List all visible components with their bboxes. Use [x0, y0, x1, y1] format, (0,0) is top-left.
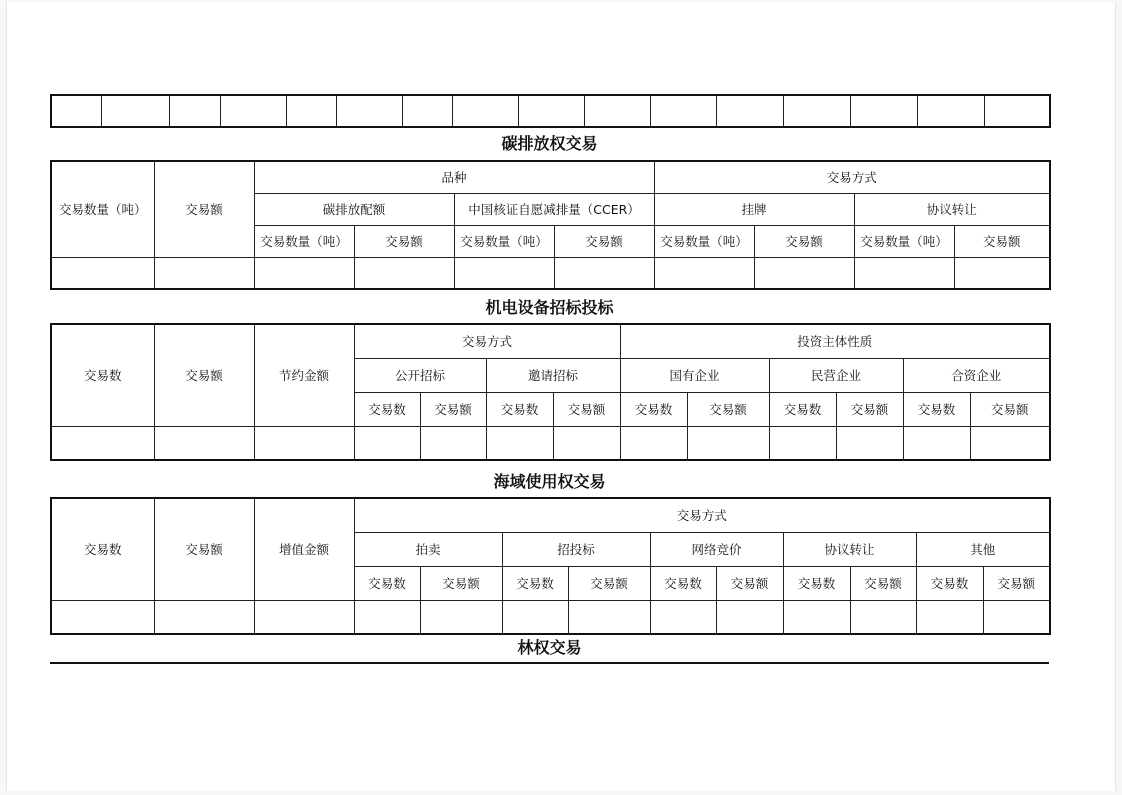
header-sub-amount: 交易额	[420, 566, 502, 600]
data-cell[interactable]	[254, 426, 354, 460]
header-invite-bid: 邀请招标	[486, 358, 620, 392]
header-saving-amount: 节约金额	[254, 324, 354, 426]
header-carbon-quota: 碳排放配额	[254, 193, 454, 225]
table-header-row	[51, 324, 1050, 358]
empty-cell	[518, 95, 584, 127]
data-cell[interactable]	[51, 600, 154, 634]
header-sub-count: 交易数	[354, 392, 420, 426]
data-cell[interactable]	[620, 426, 687, 460]
empty-cell	[402, 95, 452, 127]
empty-cell	[101, 95, 169, 127]
data-cell[interactable]	[568, 600, 650, 634]
table-header-row	[51, 498, 1050, 532]
table-header-row	[51, 161, 1050, 193]
data-cell[interactable]	[486, 426, 553, 460]
header-sub-count: 交易数	[903, 392, 970, 426]
data-cell[interactable]	[970, 426, 1050, 460]
header-joint-venture: 合资企业	[903, 358, 1050, 392]
header-private-enterprise: 民营企业	[769, 358, 903, 392]
header-sub-count: 交易数	[650, 566, 716, 600]
equipment-bidding-table	[50, 323, 1051, 461]
data-cell[interactable]	[769, 426, 836, 460]
header-sub-amount: 交易额	[836, 392, 903, 426]
header-open-bid: 公开招标	[354, 358, 486, 392]
header-state-owned: 国有企业	[620, 358, 769, 392]
data-cell[interactable]	[903, 426, 970, 460]
header-sub-amount: 交易额	[954, 225, 1050, 257]
empty-cell	[169, 95, 220, 127]
header-trade-method: 交易方式	[354, 324, 620, 358]
data-cell[interactable]	[783, 600, 850, 634]
carbon-trade-table	[50, 160, 1051, 290]
data-cell[interactable]	[983, 600, 1050, 634]
data-cell[interactable]	[650, 600, 716, 634]
header-sub-count: 交易数	[486, 392, 553, 426]
header-sub-quantity: 交易数量（吨）	[654, 225, 754, 257]
data-cell[interactable]	[254, 257, 354, 289]
header-auction: 拍卖	[354, 532, 502, 566]
data-cell[interactable]	[354, 257, 454, 289]
header-tender: 招投标	[502, 532, 650, 566]
section-title-equipment: 机电设备招标投标	[485, 298, 614, 317]
header-sub-amount: 交易额	[420, 392, 486, 426]
section-title-sea-area: 海域使用权交易	[493, 472, 606, 491]
document-page	[6, 2, 1116, 791]
data-cell[interactable]	[850, 600, 916, 634]
header-trade-amount: 交易额	[154, 324, 254, 426]
data-cell[interactable]	[654, 257, 754, 289]
data-cell[interactable]	[354, 426, 420, 460]
empty-cell	[452, 95, 518, 127]
header-sub-amount: 交易额	[553, 392, 620, 426]
header-other: 其他	[916, 532, 1050, 566]
header-sub-amount: 交易额	[754, 225, 854, 257]
empty-cell	[286, 95, 336, 127]
header-trade-count: 交易数	[51, 324, 154, 426]
header-trade-quantity: 交易数量（吨）	[51, 161, 154, 257]
header-listing: 挂牌	[654, 193, 854, 225]
header-variety: 品种	[254, 161, 654, 193]
sea-area-trade-table	[50, 497, 1051, 635]
header-trade-amount: 交易额	[154, 161, 254, 257]
header-sub-amount: 交易额	[716, 566, 783, 600]
table-row	[51, 95, 1050, 127]
previous-table-tail	[50, 94, 1051, 128]
data-cell[interactable]	[154, 426, 254, 460]
header-sub-quantity: 交易数量（吨）	[854, 225, 954, 257]
header-sub-count: 交易数	[916, 566, 983, 600]
table-row	[51, 600, 1050, 634]
header-sub-quantity: 交易数量（吨）	[454, 225, 554, 257]
data-cell[interactable]	[553, 426, 620, 460]
data-cell[interactable]	[502, 600, 568, 634]
header-sub-count: 交易数	[783, 566, 850, 600]
data-cell[interactable]	[51, 257, 154, 289]
header-online-bid: 网络竞价	[650, 532, 783, 566]
empty-cell	[984, 95, 1050, 127]
header-sub-count: 交易数	[354, 566, 420, 600]
header-sub-amount: 交易额	[554, 225, 654, 257]
empty-cell	[783, 95, 850, 127]
data-cell[interactable]	[254, 600, 354, 634]
table-row	[51, 257, 1050, 289]
empty-cell	[850, 95, 917, 127]
data-cell[interactable]	[420, 600, 502, 634]
header-trade-amount: 交易额	[154, 498, 254, 600]
header-investor-nature: 投资主体性质	[620, 324, 1050, 358]
empty-cell	[584, 95, 650, 127]
data-cell[interactable]	[836, 426, 903, 460]
header-sub-count: 交易数	[620, 392, 687, 426]
data-cell[interactable]	[687, 426, 769, 460]
header-sub-count: 交易数	[769, 392, 836, 426]
header-sub-amount: 交易额	[970, 392, 1050, 426]
section-title-carbon: 碳排放权交易	[501, 134, 598, 153]
data-cell[interactable]	[716, 600, 783, 634]
header-sub-amount: 交易额	[354, 225, 454, 257]
data-cell[interactable]	[154, 257, 254, 289]
table-row	[51, 426, 1050, 460]
header-sub-quantity: 交易数量（吨）	[254, 225, 354, 257]
header-sub-count: 交易数	[502, 566, 568, 600]
empty-cell	[716, 95, 783, 127]
data-cell[interactable]	[854, 257, 954, 289]
header-trade-method: 交易方式	[654, 161, 1050, 193]
header-trade-method: 交易方式	[354, 498, 1050, 532]
header-sub-amount: 交易额	[850, 566, 916, 600]
data-cell[interactable]	[454, 257, 554, 289]
empty-cell	[220, 95, 286, 127]
header-sub-amount: 交易额	[983, 566, 1050, 600]
data-cell[interactable]	[916, 600, 983, 634]
data-cell[interactable]	[554, 257, 654, 289]
header-sub-amount: 交易额	[687, 392, 769, 426]
empty-cell	[336, 95, 402, 127]
header-added-value: 增值金额	[254, 498, 354, 600]
header-ccer: 中国核证自愿减排量（CCER）	[454, 193, 654, 225]
empty-cell	[51, 95, 101, 127]
header-agreement-transfer: 协议转让	[854, 193, 1050, 225]
section-title-forest: 林权交易	[517, 638, 582, 657]
header-sub-amount: 交易额	[568, 566, 650, 600]
data-cell[interactable]	[754, 257, 854, 289]
data-cell[interactable]	[954, 257, 1050, 289]
data-cell[interactable]	[154, 600, 254, 634]
data-cell[interactable]	[420, 426, 486, 460]
forest-table-top-rule	[50, 662, 1049, 664]
empty-cell	[650, 95, 716, 127]
empty-cell	[917, 95, 984, 127]
header-agreement-transfer: 协议转让	[783, 532, 916, 566]
data-cell[interactable]	[354, 600, 420, 634]
data-cell[interactable]	[51, 426, 154, 460]
header-trade-count: 交易数	[51, 498, 154, 600]
